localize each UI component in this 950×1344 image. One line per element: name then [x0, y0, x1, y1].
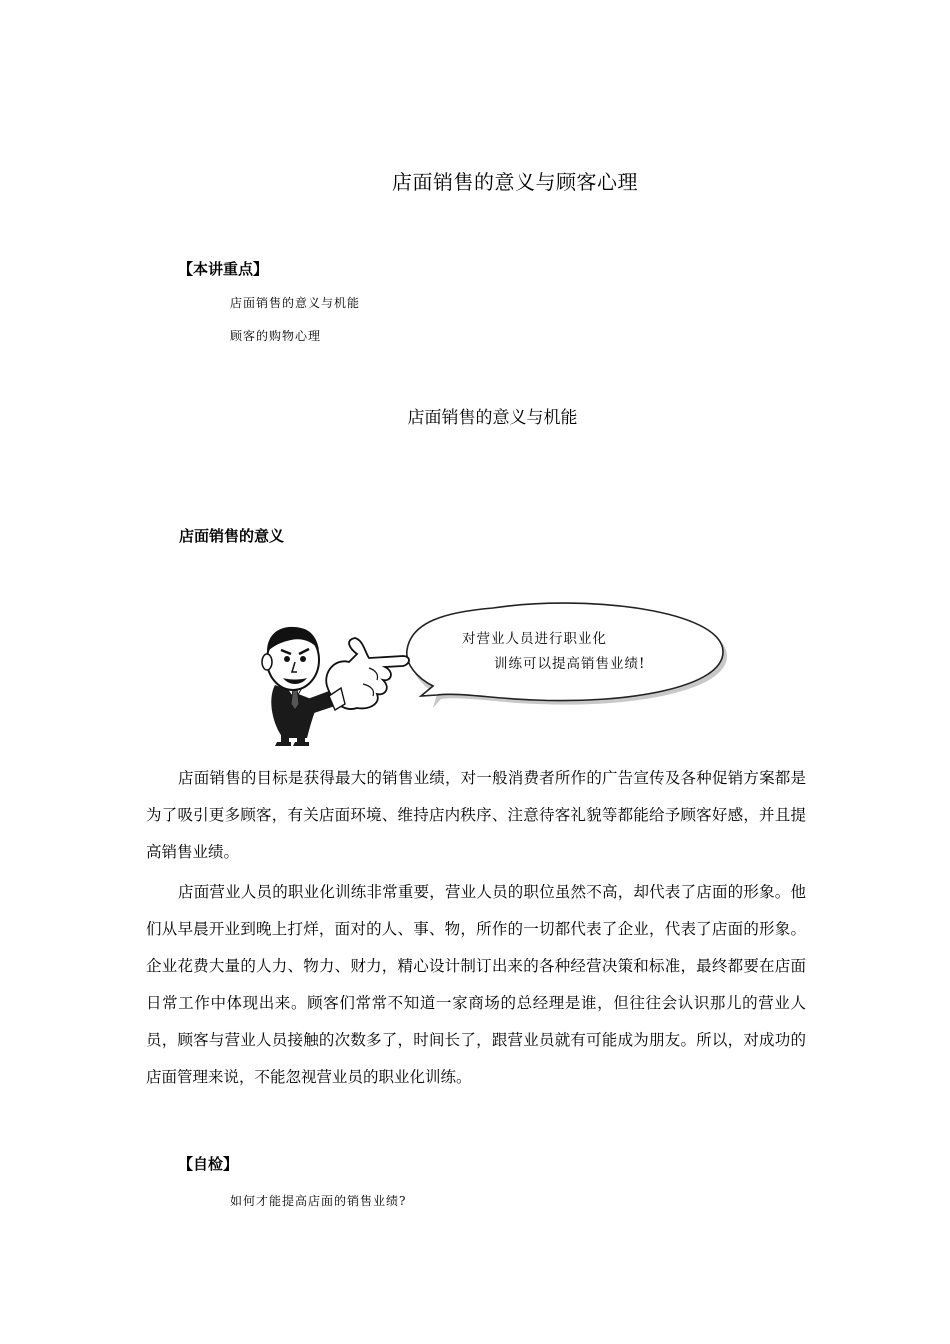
keypoint-item: 店面销售的意义与机能	[230, 296, 361, 310]
selfcheck-question: 如何才能提高店面的销售业绩?	[230, 1194, 407, 1208]
body-paragraph: 店面销售的目标是获得最大的销售业绩，对一般消费者所作的广告宣传及各种促销方案都是为了吸引更多顾客，有关店面环境、维持店内秩序、注意待客礼貌等都能给予顾客好感，并且提高销售业绩。	[146, 769, 806, 861]
subsection-title: 店面销售的意义	[179, 527, 285, 545]
page-title: 店面销售的意义与顾客心理	[392, 170, 638, 194]
speech-bubble-line: 训练可以提高销售业绩!	[494, 656, 646, 672]
speech-bubble-line: 对营业人员进行职业化	[462, 631, 607, 647]
cartoon-salesman-pointing-icon	[245, 600, 735, 750]
selfcheck-heading: 【自检】	[178, 1155, 239, 1173]
keypoint-item: 顾客的购物心理	[230, 329, 322, 343]
keypoints-heading: 【本讲重点】	[178, 260, 269, 278]
section-title: 店面销售的意义与机能	[407, 408, 578, 428]
body-paragraph: 店面营业人员的职业化训练非常重要，营业人员的职位虽然不高，却代表了店面的形象。他们从早晨开业到晚上打烊，面对的人、事、物，所作的一切都代表了企业，代表了店面的形象。企业花费大量的人力、物力、财力，精心设计制订出来的各种经营决策和标准，最终都要在店面日常工作中体现出来。顾客们常常不知道一家商场的总经理是谁，但往往会认识那儿的营业人员，顾客与营业人员接触的次数多了，时间长了，跟营业员就有可能成为朋友。所以，对成功的店面管理来说，不能忽视营业员的职业化训练。	[146, 883, 806, 1086]
